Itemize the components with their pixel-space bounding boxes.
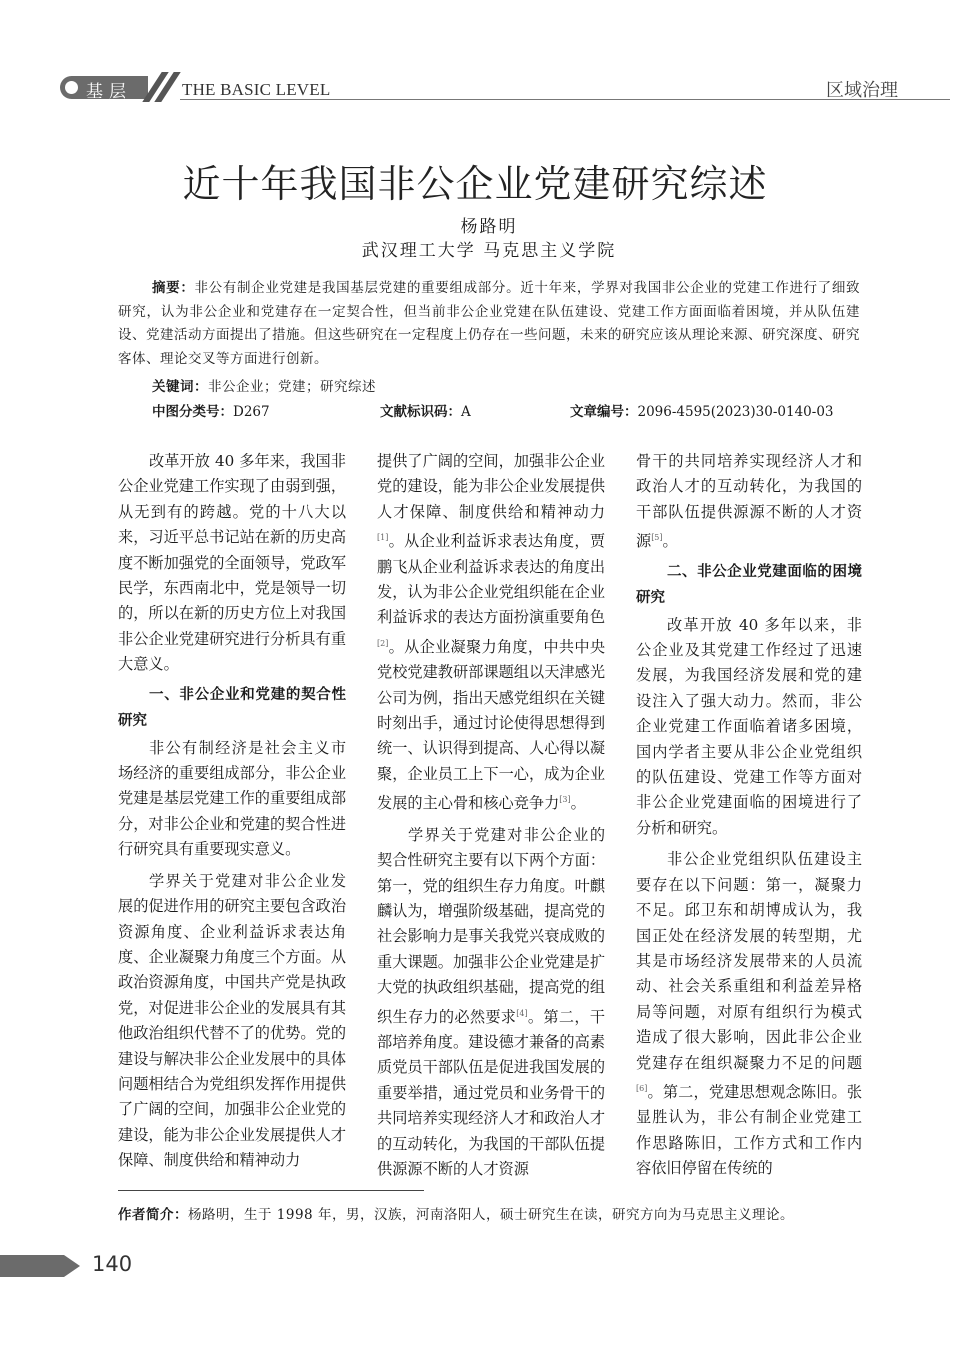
abstract <box>118 277 860 371</box>
author-name: 杨路明 <box>460 217 518 237</box>
section-badge <box>60 76 148 102</box>
abstract-text: 非公有制企业党建是我国基层党建的重要组成部分。近十年来，学界对我国非公企业的党建工作进行了细致研究，认为非公企业和党建存在一定契合性，但当前非公企业党建在队伍建设、党建工作方面面临着困境，并从队伍建设、党建活动方面提出了措施。但这些研究在一定程度上仍存在一些问题，未来的研究应该从理论来源、研究深度、研究客体、理论交叉等方面进行创新。 <box>118 280 861 367</box>
section-label-cn: 基层 <box>86 82 132 102</box>
citation: [1] <box>377 533 389 543</box>
article-title: 近十年我国非公企业党建研究综述 <box>182 162 768 206</box>
section-heading-1: 一、非公企业和党建的契合性研究 <box>118 686 346 729</box>
keywords-text: 非公企业；党建；研究综述 <box>208 379 376 395</box>
paragraph: 学界关于党建对非公企业发展的促进作用的研究主要包含政治资源角度、企业利益诉求表达角度、企业凝聚力角度三个方面。从政治资源角度，中国共产党是执政党，对促进非公企业的发展具有其他政治组织代替不了的优势。党的建设与解决非公企业发展中的具体问题相结合为党组织发挥作用提供了广阔的空间，加强非公企业党的建设，能为非公企业发展提供人才保障、制度供给和精神动力 <box>118 871 346 1170</box>
page-marker-bar <box>0 1255 64 1277</box>
document-code: 文献标识码：A <box>380 404 471 420</box>
footnote-label: 作者简介： <box>118 1207 188 1223</box>
citation: [5] <box>651 533 663 543</box>
section-heading-2: 二、非公企业党建面临的困境研究 <box>636 563 862 606</box>
paragraph: 非公有制经济是社会主义市场经济的重要组成部分，非公企业党建是基层党建工作的重要组成部分，对非公企业和党建的契合性进行研究具有重要现实意义。 <box>118 738 346 859</box>
body-column-3 <box>636 449 862 1182</box>
author-affiliation: 武汉理工大学 马克思主义学院 <box>361 241 617 261</box>
body-column-1 <box>118 449 346 1170</box>
body-column-2 <box>377 449 606 1178</box>
article-meta <box>152 400 862 422</box>
page-number: 140 <box>92 1252 133 1276</box>
bullet-icon <box>65 81 78 94</box>
footnote-text: 杨路明，生于 1998 年，男，汉族，河南洛阳人，硕士研究生在读，研究方向为马克思主义理论。 <box>188 1207 794 1223</box>
running-header <box>60 72 950 102</box>
author-footnote <box>118 1203 878 1223</box>
column-name: 区域治理 <box>826 80 898 101</box>
paragraph: 学界关于党建对非公企业的契合性研究主要有以下两个方面：第一，党的组织生存力角度。叶麒麟认为，增强阶级基础，提高党的社会影响力是事关我党兴衰成败的重大课题。加强非公企业党建是扩大党的执政组织基础，提高党的组织生存力的必然要求[4]。第二，干部培养角度。建设德才兼备的高素质党员干部队伍是促进我国发展的重要举措，通过党员和业务骨干的共同培养实现经济人才和政治人才的互动转化，为我国的干部队伍提供源源不断的人才资源 <box>377 825 606 1178</box>
citation: [6] <box>636 1083 648 1093</box>
paragraph-continued: 提供了广阔的空间，加强非公企业党的建设，能为非公企业发展提供人才保障、制度供给和精神动力[1]。从企业利益诉求表达角度，贾鹏飞从企业利益诉求表达的角度出发，认为非公企业党组织能在企业利益诉求的表达方面扮演重要角色[2]。从企业凝聚力角度，中共中央党校党建教研部课题组以天津感光公司为例，指出天感党组织在关键时刻出手，通过讨论使得思想得到统一、认识得到提高、人心得以凝聚，企业员工上下一心，成为企业发展的主心骨和核心竞争力[3]。 <box>377 452 605 813</box>
abstract-label: 摘要： <box>152 280 195 296</box>
citation: [3] <box>559 795 571 805</box>
citation: [4] <box>516 1008 528 1018</box>
page-marker-arrow-icon <box>64 1255 80 1277</box>
citation: [2] <box>377 638 389 648</box>
section-label-en: THE BASIC LEVEL <box>182 80 331 99</box>
paragraph-continued: 骨干的共同培养实现经济人才和政治人才的互动转化，为我国的干部队伍提供源源不断的人才资源[5]。 <box>636 452 862 551</box>
paragraph: 非公企业党组织队伍建设主要存在以下问题：第一，凝聚力不足。邱卫东和胡博成认为，我国正处在经济发展的转型期，尤其是市场经济发展带来的人员流动、社会关系重组和利益差异格局等问题，对原有组织行为模式造成了很大影响，因此非公企业党建存在组织凝聚力不足的问题[6]。第二，党建思想观念陈旧。张显胜认为，非公有制企业党建工作思路陈旧，工作方式和工作内容依旧停留在传统的 <box>636 850 862 1178</box>
paragraph: 改革开放 40 多年来，我国非公企业党建工作实现了由弱到强，从无到有的跨越。党的十八大以来，习近平总书记站在新的历史高度不断加强党的全面领导，党政军民学，东西南北中，党是领导一切的，所以在新的历史方位上对我国非公企业党建研究进行分析具有重大意义。 <box>118 452 346 674</box>
keywords-label: 关键词： <box>152 379 208 395</box>
keywords <box>152 375 376 395</box>
paragraph: 改革开放 40 多年以来，非公企业及其党建工作经过了迅速发展，为我国经济发展和党的建设注入了强大动力。然而，非公企业党建工作面临着诸多困境，国内学者主要从非公企业党组织的队伍建设、党建工作等方面对非公企业党建面临的困境进行了分析和研究。 <box>636 615 862 837</box>
footnote-rule <box>118 1190 424 1191</box>
article-number: 文章编号：2096-4595(2023)30-0140-03 <box>570 404 834 420</box>
clc-code: 中图分类号：D267 <box>152 404 270 420</box>
